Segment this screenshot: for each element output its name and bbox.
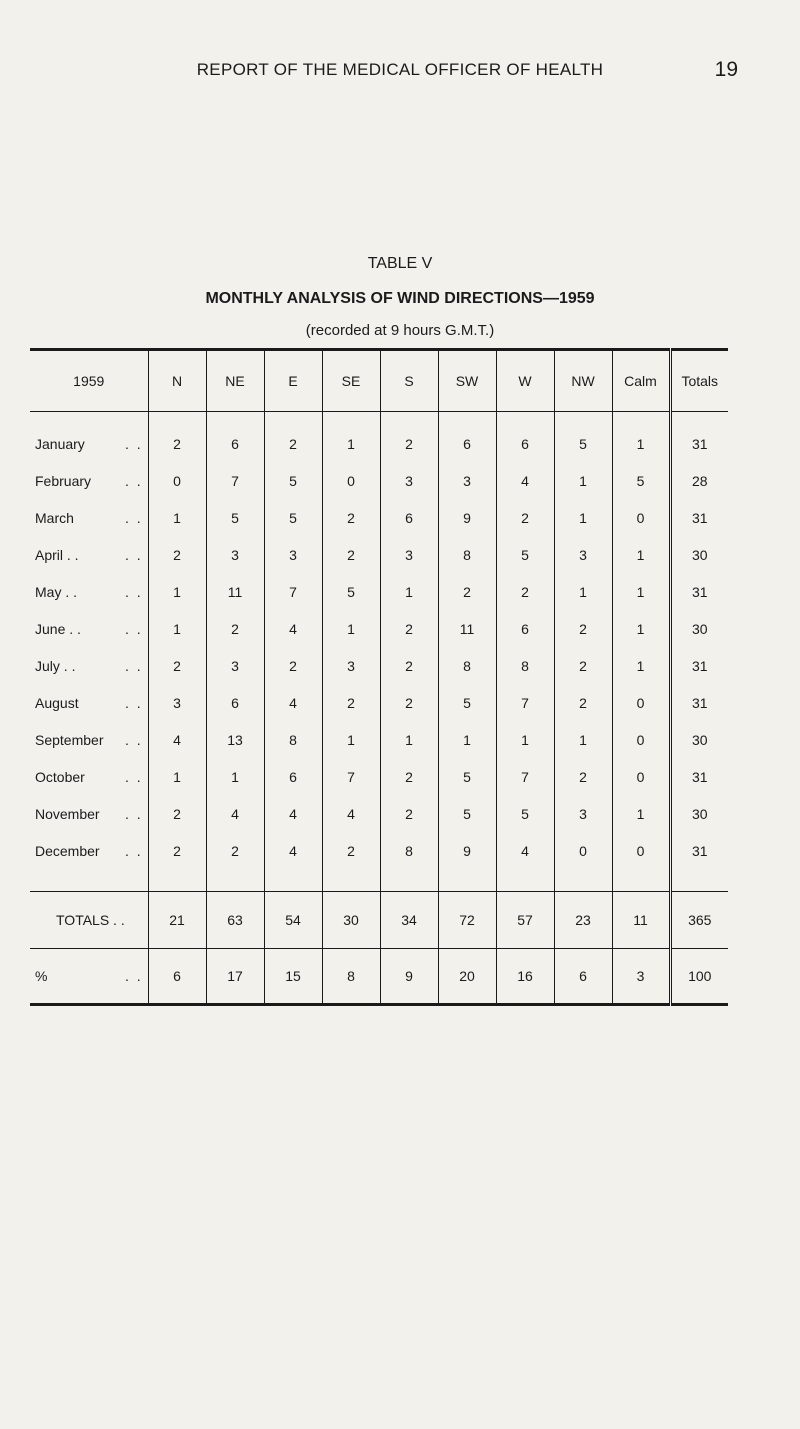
- value-cell: 3: [264, 536, 322, 573]
- value-cell: 1: [148, 573, 206, 610]
- total-cell: 63: [206, 892, 264, 949]
- column-header: 1959: [30, 350, 148, 412]
- percent-cell: 100: [670, 949, 728, 1005]
- month-label: October: [35, 768, 85, 785]
- value-cell: 6: [206, 684, 264, 721]
- value-cell: 2: [322, 832, 380, 892]
- month-cell: [30, 536, 148, 573]
- table-row: [30, 536, 728, 573]
- value-cell: 1: [206, 758, 264, 795]
- leader-dots: . .: [125, 509, 143, 526]
- value-cell: 5: [264, 462, 322, 499]
- leader-dots: . .: [125, 968, 143, 984]
- value-cell: 2: [380, 610, 438, 647]
- table-row: [30, 573, 728, 610]
- value-cell: 5: [612, 462, 670, 499]
- month-cell: [30, 721, 148, 758]
- value-cell: 11: [438, 610, 496, 647]
- percent-cell: 9: [380, 949, 438, 1005]
- table-row: [30, 610, 728, 647]
- value-cell: 7: [322, 758, 380, 795]
- value-cell: 0: [612, 721, 670, 758]
- value-cell: 1: [554, 499, 612, 536]
- percent-cell: 3: [612, 949, 670, 1005]
- table-title: MONTHLY ANALYSIS OF WIND DIRECTIONS—1959: [205, 290, 595, 307]
- month-label: September: [35, 731, 104, 748]
- value-cell: 6: [438, 412, 496, 463]
- leader-dots: . .: [125, 731, 143, 748]
- value-cell: 4: [148, 721, 206, 758]
- table-row: [30, 795, 728, 832]
- month-label: January: [35, 435, 85, 452]
- percent-label: %: [35, 968, 48, 984]
- month-cell: [30, 573, 148, 610]
- value-cell: 4: [264, 610, 322, 647]
- value-cell: 1: [612, 573, 670, 610]
- column-header: N: [148, 350, 206, 412]
- total-cell: 365: [670, 892, 728, 949]
- value-cell: 2: [496, 499, 554, 536]
- month-label: May . .: [35, 583, 78, 600]
- table-row: [30, 499, 728, 536]
- leader-dots: . .: [125, 472, 143, 489]
- value-cell: 30: [670, 610, 728, 647]
- value-cell: 2: [148, 647, 206, 684]
- value-cell: 3: [554, 795, 612, 832]
- column-header: W: [496, 350, 554, 412]
- monthly-rows: [30, 412, 728, 892]
- value-cell: 7: [264, 573, 322, 610]
- leader-dots: . .: [125, 842, 143, 859]
- value-cell: 1: [554, 462, 612, 499]
- leader-dots: . .: [125, 768, 143, 785]
- value-cell: 2: [264, 412, 322, 463]
- value-cell: 31: [670, 758, 728, 795]
- value-cell: 2: [148, 412, 206, 463]
- value-cell: 2: [380, 412, 438, 463]
- percent-label-cell: [30, 949, 148, 1005]
- value-cell: 2: [322, 499, 380, 536]
- value-cell: 3: [380, 536, 438, 573]
- percent-row: [30, 949, 728, 1005]
- value-cell: 0: [148, 462, 206, 499]
- value-cell: 2: [380, 758, 438, 795]
- value-cell: 13: [206, 721, 264, 758]
- value-cell: 2: [206, 610, 264, 647]
- month-label: March: [35, 509, 74, 526]
- value-cell: 1: [554, 573, 612, 610]
- value-cell: 5: [206, 499, 264, 536]
- value-cell: 1: [322, 412, 380, 463]
- value-cell: 0: [554, 832, 612, 892]
- percent-cell: 16: [496, 949, 554, 1005]
- table-row: [30, 832, 728, 892]
- value-cell: 0: [322, 462, 380, 499]
- value-cell: 6: [496, 610, 554, 647]
- value-cell: 3: [148, 684, 206, 721]
- value-cell: 4: [206, 795, 264, 832]
- value-cell: 7: [496, 758, 554, 795]
- value-cell: 4: [496, 462, 554, 499]
- total-cell: 57: [496, 892, 554, 949]
- total-cell: 21: [148, 892, 206, 949]
- value-cell: 1: [322, 610, 380, 647]
- value-cell: 1: [612, 647, 670, 684]
- value-cell: 1: [148, 499, 206, 536]
- total-cell: 11: [612, 892, 670, 949]
- value-cell: 1: [148, 758, 206, 795]
- table-row: [30, 462, 728, 499]
- value-cell: 4: [264, 795, 322, 832]
- value-cell: 8: [438, 647, 496, 684]
- value-cell: 9: [438, 499, 496, 536]
- value-cell: 0: [612, 684, 670, 721]
- value-cell: 2: [554, 610, 612, 647]
- leader-dots: . .: [125, 620, 143, 637]
- value-cell: 7: [496, 684, 554, 721]
- value-cell: 6: [496, 412, 554, 463]
- month-cell: [30, 684, 148, 721]
- page-number: 19: [714, 58, 738, 81]
- value-cell: 5: [438, 758, 496, 795]
- value-cell: 2: [554, 684, 612, 721]
- leader-dots: . .: [125, 435, 143, 452]
- value-cell: 0: [612, 832, 670, 892]
- header-row: [30, 350, 728, 412]
- report-title: REPORT OF THE MEDICAL OFFICER OF HEALTH: [196, 60, 604, 79]
- value-cell: 2: [380, 684, 438, 721]
- value-cell: 31: [670, 684, 728, 721]
- percent-cell: 15: [264, 949, 322, 1005]
- value-cell: 5: [496, 795, 554, 832]
- value-cell: 11: [206, 573, 264, 610]
- column-header: SE: [322, 350, 380, 412]
- leader-dots: . .: [125, 583, 143, 600]
- value-cell: 30: [670, 536, 728, 573]
- value-cell: 3: [206, 647, 264, 684]
- value-cell: 30: [670, 721, 728, 758]
- column-header: Totals: [670, 350, 728, 412]
- value-cell: 1: [496, 721, 554, 758]
- value-cell: 2: [438, 573, 496, 610]
- table-label: TABLE V: [367, 255, 433, 272]
- table-row: [30, 721, 728, 758]
- wind-direction-table: [30, 348, 728, 1006]
- totals-row: [30, 892, 728, 949]
- value-cell: 4: [496, 832, 554, 892]
- column-header: SW: [438, 350, 496, 412]
- column-header: NW: [554, 350, 612, 412]
- value-cell: 4: [264, 684, 322, 721]
- percent-cell: 8: [322, 949, 380, 1005]
- value-cell: 2: [380, 795, 438, 832]
- value-cell: 3: [206, 536, 264, 573]
- value-cell: 7: [206, 462, 264, 499]
- value-cell: 5: [438, 795, 496, 832]
- total-cell: 30: [322, 892, 380, 949]
- column-header: E: [264, 350, 322, 412]
- running-head: [0, 60, 800, 90]
- value-cell: 31: [670, 412, 728, 463]
- value-cell: 1: [148, 610, 206, 647]
- value-cell: 1: [612, 412, 670, 463]
- month-cell: [30, 412, 148, 463]
- total-cell: 23: [554, 892, 612, 949]
- month-label: August: [35, 694, 79, 711]
- value-cell: 31: [670, 573, 728, 610]
- value-cell: 5: [264, 499, 322, 536]
- value-cell: 1: [612, 610, 670, 647]
- column-header: S: [380, 350, 438, 412]
- month-cell: [30, 832, 148, 892]
- value-cell: 3: [554, 536, 612, 573]
- value-cell: 31: [670, 499, 728, 536]
- value-cell: 0: [612, 758, 670, 795]
- percent-cell: 6: [554, 949, 612, 1005]
- value-cell: 2: [554, 647, 612, 684]
- table-row: [30, 684, 728, 721]
- value-cell: 2: [322, 536, 380, 573]
- value-cell: 1: [322, 721, 380, 758]
- value-cell: 1: [554, 721, 612, 758]
- column-header: NE: [206, 350, 264, 412]
- value-cell: 5: [322, 573, 380, 610]
- total-cell: 54: [264, 892, 322, 949]
- value-cell: 1: [438, 721, 496, 758]
- table-row: [30, 412, 728, 463]
- value-cell: 5: [554, 412, 612, 463]
- value-cell: 8: [380, 832, 438, 892]
- value-cell: 6: [264, 758, 322, 795]
- value-cell: 2: [148, 832, 206, 892]
- value-cell: 28: [670, 462, 728, 499]
- value-cell: 4: [322, 795, 380, 832]
- value-cell: 0: [612, 499, 670, 536]
- table-row: [30, 647, 728, 684]
- value-cell: 3: [322, 647, 380, 684]
- value-cell: 9: [438, 832, 496, 892]
- table-subtitle: (recorded at 9 hours G.M.T.): [305, 322, 495, 339]
- leader-dots: . .: [125, 694, 143, 711]
- month-label: July . .: [35, 657, 76, 674]
- summary-rows: [30, 892, 728, 1005]
- month-cell: [30, 499, 148, 536]
- value-cell: 1: [612, 536, 670, 573]
- value-cell: 3: [438, 462, 496, 499]
- totals-label: TOTALS . .: [30, 892, 148, 949]
- value-cell: 2: [380, 647, 438, 684]
- month-label: February: [35, 472, 92, 489]
- value-cell: 6: [380, 499, 438, 536]
- value-cell: 1: [612, 795, 670, 832]
- month-cell: [30, 647, 148, 684]
- value-cell: 5: [438, 684, 496, 721]
- value-cell: 2: [264, 647, 322, 684]
- month-label: November: [35, 805, 100, 822]
- value-cell: 4: [264, 832, 322, 892]
- value-cell: 2: [148, 536, 206, 573]
- value-cell: 31: [670, 832, 728, 892]
- value-cell: 8: [496, 647, 554, 684]
- table-row: [30, 758, 728, 795]
- percent-cell: 17: [206, 949, 264, 1005]
- value-cell: 2: [148, 795, 206, 832]
- value-cell: 31: [670, 647, 728, 684]
- total-cell: 34: [380, 892, 438, 949]
- column-header: Calm: [612, 350, 670, 412]
- value-cell: 5: [496, 536, 554, 573]
- value-cell: 2: [322, 684, 380, 721]
- leader-dots: . .: [125, 657, 143, 674]
- percent-cell: 20: [438, 949, 496, 1005]
- month-cell: [30, 795, 148, 832]
- month-label: December: [35, 842, 100, 859]
- percent-cell: 6: [148, 949, 206, 1005]
- total-cell: 72: [438, 892, 496, 949]
- leader-dots: . .: [125, 546, 143, 563]
- value-cell: 2: [206, 832, 264, 892]
- month-cell: [30, 462, 148, 499]
- value-cell: 2: [496, 573, 554, 610]
- value-cell: 6: [206, 412, 264, 463]
- wind-direction-table-container: [30, 348, 728, 1006]
- month-cell: [30, 758, 148, 795]
- value-cell: 8: [438, 536, 496, 573]
- month-label: April . .: [35, 546, 79, 563]
- month-label: June . .: [35, 620, 81, 637]
- value-cell: 1: [380, 721, 438, 758]
- leader-dots: . .: [125, 805, 143, 822]
- value-cell: 30: [670, 795, 728, 832]
- value-cell: 8: [264, 721, 322, 758]
- value-cell: 2: [554, 758, 612, 795]
- month-cell: [30, 610, 148, 647]
- value-cell: 1: [380, 573, 438, 610]
- value-cell: 3: [380, 462, 438, 499]
